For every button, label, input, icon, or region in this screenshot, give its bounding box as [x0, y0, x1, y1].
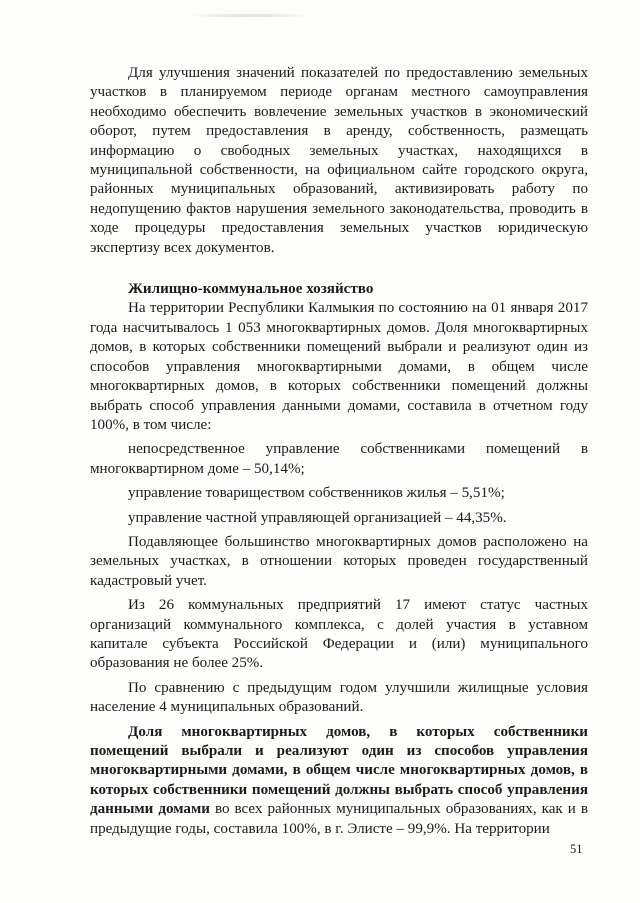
page-number: 51 [570, 842, 583, 856]
regular-fragment: во всех районных муниципальных образованиях, как и в предыдущие годы, составила 100%, в г. Элисте – 99,9%. На территории [90, 801, 588, 837]
bold-fragment: Доля многоквартирных домов, в которых собственники помещений выбрали и реализуют один из способов управления многоквартирными домами, в общем числе многоквартирных домов, в которых собственники помещений должны выбрать способ управления данными домами [90, 723, 588, 818]
paragraph-land-plots: Для улучшения значений показателей по предоставлению земельных участков в планируемом периоде органам местного самоуправления необходимо обеспечить вовлечение земельных участков в экономический оборот, путем предоставления в аренду, собственность, размещать информацию о свободных земельных участках, находящихся в муниципальной собственности, на официальном сайте городского округа, районных муниципальных образований, активизировать работу по недопущению фактов нарушения земельного законодательства, проводить в ходе процедуры предоставления земельных участков юридическую экспертизу всех документов. [90, 65, 588, 256]
list-item-direct-management: непосредственное управление собственниками помещений в многоквартирном доме – 50,14%; [90, 441, 588, 477]
section-heading: Жилищно-коммунальное хозяйство [128, 281, 374, 298]
paragraph-share-managed [90, 723, 588, 839]
paragraph-cadastral: Подавляющее большинство многоквартирных домов расположено на земельных участках, в отношении которых проведен государственный кадастровый учет. [90, 533, 588, 589]
list-item-private-company: управление частной управляющей организацией – 44,35%. [128, 509, 507, 526]
page-body [90, 64, 588, 839]
paragraph-utilities: Из 26 коммунальных предприятий 17 имеют статус частных организаций коммунального комплекса, с долей участия в уставном капитале субъекта Российской Федерации и (или) муниципального образования не более 25%. [90, 597, 588, 672]
paragraph-housing-stats: На территории Республики Калмыкия по состоянию на 01 января 2017 года насчитывалось 1 053 многоквартирных домов. Доля многоквартирных домов, в которых собственники помещений выбрали и реализуют один из способов управления многоквартирными домами, в общем числе многоквартирных домов, в которых собственники помещений должны выбрать способ управления данными домами, составила в отчетном году 100%, в том числе: [90, 300, 588, 433]
list-item-hoa-management: управление товариществом собственников жилья – 5,51%; [128, 485, 505, 502]
scan-artifact [190, 14, 310, 17]
paragraph-living-conditions: По сравнению с предыдущим годом улучшили жилищные условия население 4 муниципальных образований. [90, 679, 588, 716]
